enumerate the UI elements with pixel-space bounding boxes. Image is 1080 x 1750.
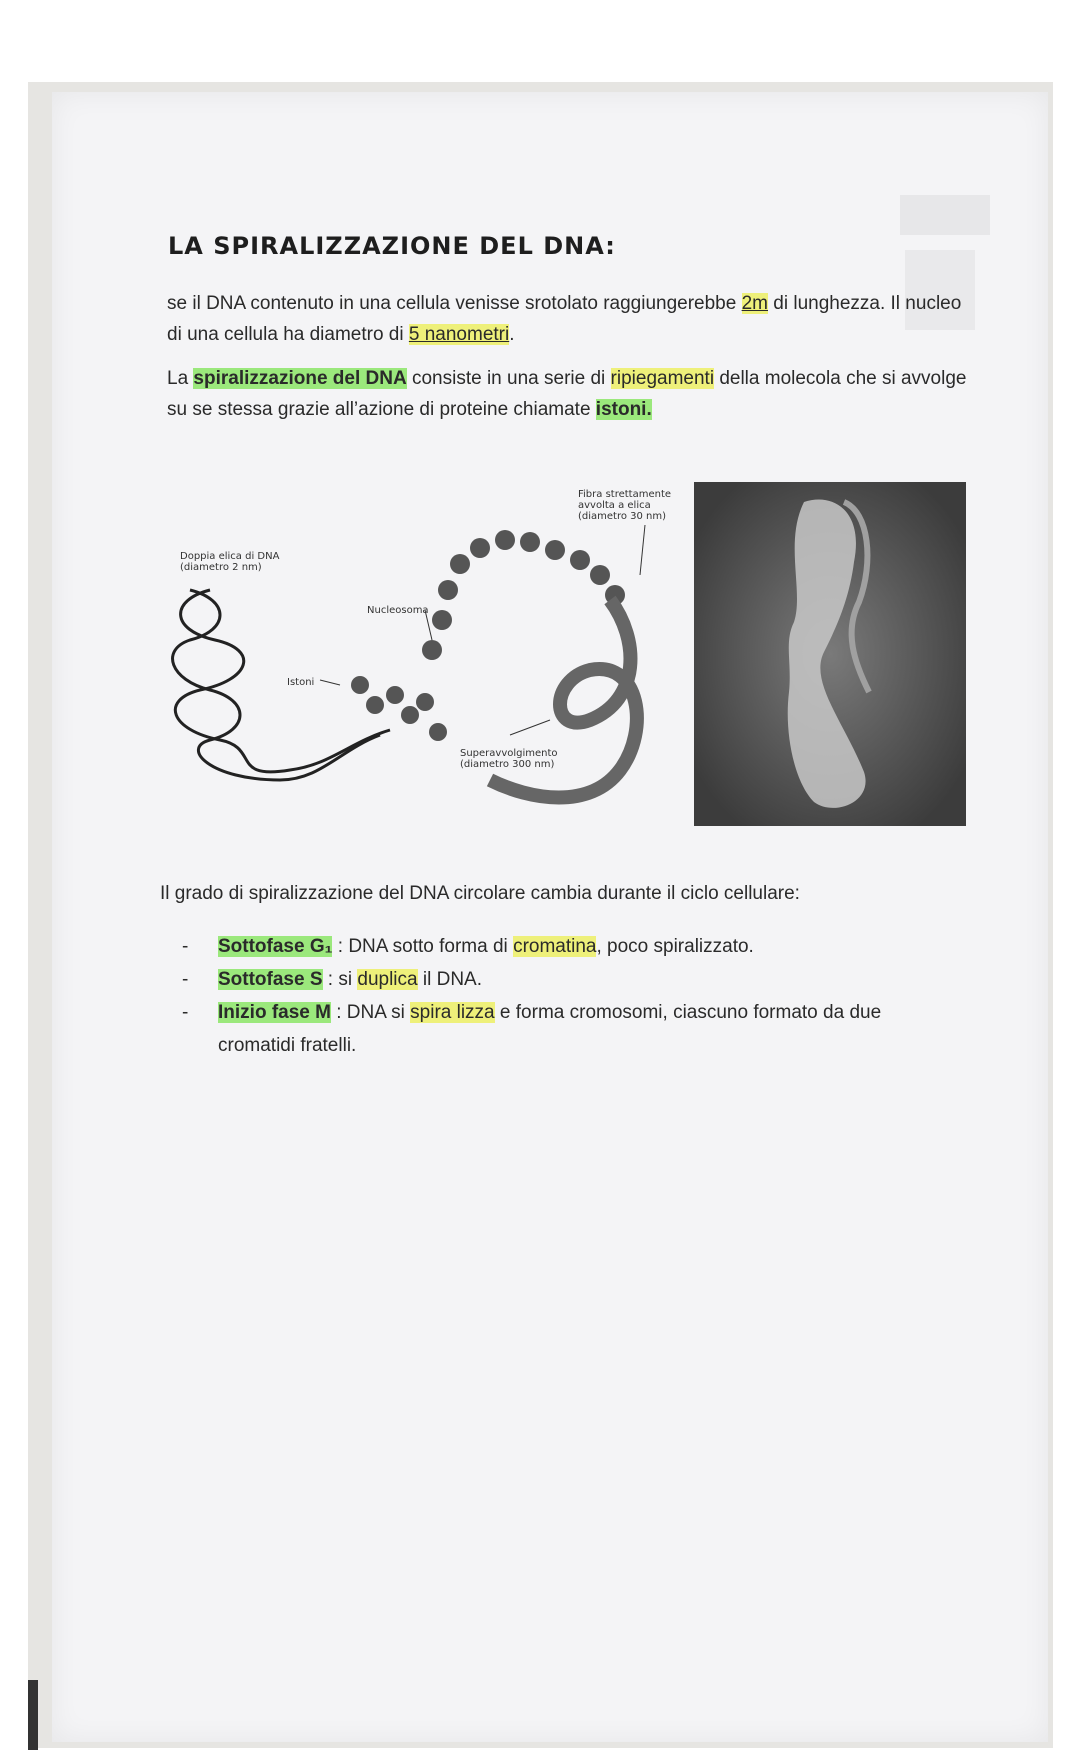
paragraph-definition — [167, 363, 967, 425]
paragraph-cell-cycle: Il grado di spiralizzazione del DNA circolare cambia durante il ciclo cellulare: — [160, 883, 800, 904]
paragraph-length — [167, 288, 967, 350]
label-double-helix: Doppia elica di DNA (diametro 2 nm) — [180, 551, 280, 573]
highlight-spiralizza: spira lizza — [410, 1002, 495, 1023]
chromatin-diagram — [170, 480, 700, 830]
list-dash: - — [182, 936, 189, 957]
highlight-5-nanometri: 5 nanometri — [408, 324, 510, 345]
nucleosome-beads — [351, 530, 625, 741]
label-fiber: Fibra strettamente avvolta a elica (diametro 30 nm) — [578, 489, 672, 522]
text: della molecola che si avvolge su se stessa grazie all’azione di proteine chiamate — [167, 368, 967, 420]
text: se il DNA contenuto in una cellula venisse srotolato raggiungerebbe — [167, 293, 742, 314]
text: . — [509, 324, 515, 345]
text: consiste in una serie di — [406, 368, 611, 389]
bleed-through-mark — [900, 195, 990, 235]
list-item — [182, 963, 958, 996]
label-nucleosome: Nucleosoma — [367, 605, 429, 616]
chromosome-micrograph — [694, 482, 966, 826]
text: La — [167, 368, 194, 389]
chromosome-image — [694, 482, 966, 826]
term-spiralizzazione: spiralizzazione del DNA — [193, 368, 407, 389]
term-istoni: istoni. — [595, 399, 652, 420]
text: : DNA si — [330, 1002, 411, 1023]
page-edge-shadow — [28, 1680, 38, 1750]
text: : si — [322, 969, 358, 990]
list-item — [182, 996, 958, 1062]
term-g1: Sottofase G₁ — [218, 936, 333, 957]
text: e forma cromosomi, ciascuno formato da due cromatidi fratelli. — [218, 1002, 882, 1056]
text: di lunghezza. Il nucleo di una cellula ha diametro di — [167, 293, 962, 345]
highlight-duplica: duplica — [357, 969, 418, 990]
highlight-2m: 2m — [741, 293, 768, 314]
list-item — [182, 930, 958, 963]
list-dash: - — [182, 969, 189, 990]
page-title: LA SPIRALIZZAZIONE DEL DNA: — [168, 232, 616, 260]
term-s: Sottofase S — [218, 969, 323, 990]
label-histones: Istoni — [287, 677, 315, 688]
phase-list — [182, 930, 958, 1062]
text: il DNA. — [417, 969, 482, 990]
label-supercoil: Superavvolgimento (diametro 300 nm) — [460, 748, 558, 770]
text: : DNA sotto forma di — [332, 936, 514, 957]
highlight-ripiegamenti: ripiegamenti — [610, 368, 715, 389]
term-m: Inizio fase M — [218, 1002, 331, 1023]
list-dash: - — [182, 1002, 189, 1023]
text: , poco spiralizzato. — [596, 936, 754, 957]
highlight-cromatina: cromatina — [513, 936, 597, 957]
